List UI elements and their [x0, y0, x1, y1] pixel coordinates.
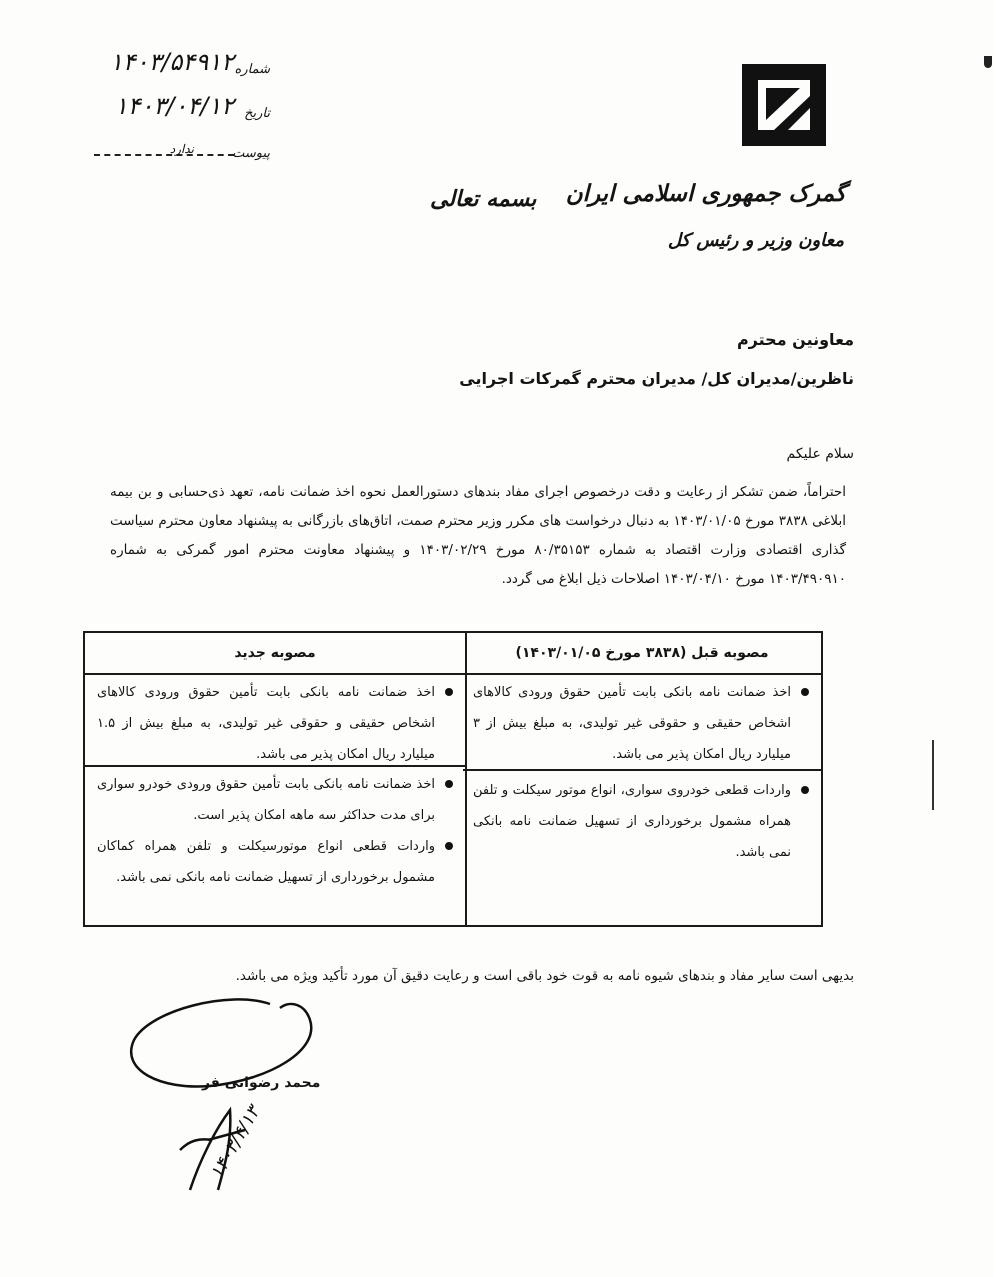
- list-item: [97, 831, 457, 893]
- cell-text: اخذ ضمانت نامه بانکی بابت تأمین حقوق ورودی خودرو سواری برای مدت حداکثر سه ماهه امکان پذیر است.: [97, 777, 435, 823]
- comparison-table: [83, 631, 823, 927]
- list-item: [473, 677, 813, 770]
- new-row-2: [97, 769, 457, 893]
- prev-row-2: [473, 775, 813, 868]
- attachment-label: پیوست: [232, 146, 270, 161]
- header-divider: [85, 673, 821, 675]
- bism-heading: بسمه تعالی: [430, 186, 537, 212]
- cell-text: اخذ ضمانت نامه بانکی بابت تأمین حقوق ورودی کالاهای اشخاص حقیقی و حقوقی غیر تولیدی، به مبلغ بیش از ۱.۵ میلیارد ریال امکان پذیر می باشد.: [97, 685, 435, 762]
- bullet-icon: [801, 688, 809, 696]
- signature-date: ۱۴۰۳/۴/۱۳: [206, 1102, 265, 1183]
- number-label: شماره: [234, 62, 270, 77]
- cell-text: اخذ ضمانت نامه بانکی بابت تأمین حقوق ورودی کالاهای اشخاص حقیقی و حقوقی غیر تولیدی، به مبلغ بیش از ۳ میلیارد ریال امکان پذیر می باشد.: [473, 685, 791, 762]
- date-label: تاریخ: [244, 106, 270, 121]
- greeting: سلام علیکم: [786, 446, 854, 462]
- attachment-dots: [94, 154, 234, 156]
- letter-meta: [70, 48, 270, 168]
- list-item: [97, 677, 457, 770]
- bullet-icon: [445, 688, 453, 696]
- date-value: ۱۴۰۳/۰۴/۱۲: [114, 92, 234, 120]
- bullet-icon: [445, 780, 453, 788]
- org-unit: معاون وزیر و رئیس کل: [667, 230, 844, 251]
- bullet-icon: [445, 842, 453, 850]
- list-item: [473, 775, 813, 868]
- cell-text: واردات قطعی خودروی سواری، انواع موتور سیکلت و تلفن همراه مشمول برخورداری از تسهیل ضمانت نامه بانکی نمی باشد.: [473, 783, 791, 860]
- prev-header: مصوبه قبل (۳۸۳۸ مورخ ۱۴۰۳/۰۱/۰۵): [515, 645, 769, 661]
- column-divider: [465, 633, 467, 925]
- attachment-value: ندارد: [169, 142, 194, 156]
- new-header: مصوبه جدید: [234, 645, 316, 661]
- scan-mark: [932, 740, 934, 810]
- new-row-1: [97, 677, 457, 770]
- number-value: ۱۴۰۳/۵۴۹۱۲: [109, 48, 234, 76]
- recipient-line-1: معاونین محترم: [736, 330, 854, 349]
- list-item: [97, 769, 457, 831]
- corner-mark: [984, 56, 992, 68]
- recipient-line-2: ناظرین/مدیران کل/ مدیران محترم گمرکات اجرایی: [459, 369, 854, 388]
- customs-logo-icon: [738, 60, 830, 150]
- closing-sentence: بدیهی است سایر مفاد و بندهای شیوه نامه به قوت خود باقی است و رعایت دقیق آن مورد تأکید ویژه می باشد.: [235, 968, 854, 984]
- signature-icon: [120, 990, 330, 1210]
- signer-name: محمد رضوانی فر: [202, 1075, 321, 1091]
- body-paragraph: احتراماً، ضمن تشکر از رعایت و دقت درخصوص اجرای مفاد بندهای دستورالعمل نحوه اخذ ضمانت نامه، تعهد ذی‌حسابی و بن بیمه ابلاغی ۳۸۳۸ مورخ ۱۴۰۳/۰۱/۰۵ به دنبال درخواست های مکرر وزیر محترم صمت، اتاق‌های بازرگانی به پیشنهاد معاون محترم سیاست گذاری اقتصادی وزارت اقتصاد به شماره ۸۰/۳۵۱۵۳ مورخ ۱۴۰۳/۰۲/۲۹ و پیشنهاد معاونت محترم امور گمرکی به شماره ۱۴۰۳/۴۹۰۹۱۰ مورخ ۱۴۰۳/۰۴/۱۰ اصلاحات ذیل ابلاغ می گردد.: [110, 484, 846, 587]
- org-name: گمرک جمهوری اسلامی ایران: [565, 180, 846, 207]
- bullet-icon: [801, 786, 809, 794]
- prev-row-1: [473, 677, 813, 770]
- cell-text: واردات قطعی انواع موتورسیکلت و تلفن همراه کماکان مشمول برخورداری از تسهیل ضمانت نامه بانکی نمی باشد.: [97, 839, 435, 885]
